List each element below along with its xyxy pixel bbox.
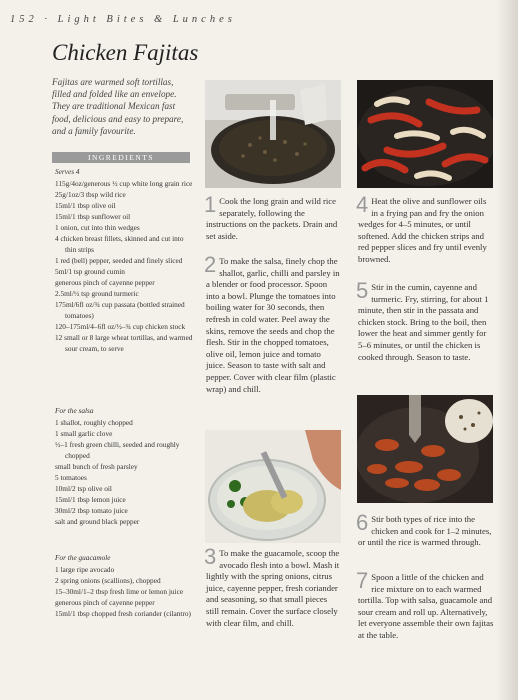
recipe-title: Chicken Fajitas bbox=[52, 40, 199, 65]
ingredient-item: generous pinch of cayenne pepper bbox=[55, 278, 155, 287]
ingredient-item: 5 tomatoes bbox=[55, 473, 87, 482]
ingredient-item: small bunch of fresh parsley bbox=[55, 462, 138, 471]
photo-chicken-and-rice bbox=[357, 395, 493, 503]
step-text: Stir in the cumin, cayenne and turmeric. Fry, stirring, for about 1 minute, then stir in the passata and chicken stock. Bring to the boil, then lower the heat and simmer gently for 5–6 minutes, or until the chicken is cooked through. Season to taste. bbox=[358, 282, 489, 362]
ingredient-item: 15ml/1 tbsp sunflower oil bbox=[55, 212, 131, 221]
step-6 bbox=[356, 510, 494, 549]
ingredient-item: 15–30ml/1–2 tbsp fresh lime or lemon juice bbox=[55, 587, 184, 596]
photo-mashing-avocado bbox=[205, 430, 341, 543]
step-2 bbox=[204, 252, 342, 395]
ingredient-item: 120–175ml/4–6fl oz/½–¾ cup chicken stock bbox=[55, 322, 186, 331]
ingredient-item: 1 onion, cut into thin wedges bbox=[55, 223, 140, 232]
ingredient-item: 2 spring onions (scallions), chopped bbox=[55, 576, 161, 585]
ingredient-item: 1 red (bell) pepper, seeded and finely sliced bbox=[55, 256, 183, 265]
recipe-intro: Fajitas are warmed soft tortillas, filled and folded like an envelope. They are traditional Mexican fast food, delicious and easy to prepare, and a family favourite. bbox=[52, 77, 184, 136]
ingredient-item: 15ml/1 tbsp chopped fresh coriander (cilantro) bbox=[55, 609, 191, 618]
ingredient-item: 1 large ripe avocado bbox=[55, 565, 115, 574]
ingredient-item: 1 shallot, roughly chopped bbox=[55, 418, 133, 427]
ingredient-item: 10ml/2 tsp olive oil bbox=[55, 484, 112, 493]
ingredient-item: 15ml/1 tbsp olive oil bbox=[55, 201, 116, 210]
ingredient-item: 12 small or 8 large wheat tortillas, and warmed sour cream, to serve bbox=[55, 333, 193, 353]
photo-frying-peppers bbox=[357, 80, 493, 188]
step-number: 7 bbox=[356, 568, 369, 593]
step-text: Spoon a little of the chicken and rice mixture on to each warmed tortilla. Top with salsa, guacamole and sour cream and roll up. Alternatively, let everyone assemble their own fajitas at the table. bbox=[358, 572, 494, 640]
step-number: 5 bbox=[356, 278, 369, 303]
step-text: Heat the olive and sunflower oils in a frying pan and fry the onion wedges for 4–5 minutes, or until softened. Add the chicken strips and red pepper slices and fry until evenly browned. bbox=[358, 196, 487, 264]
guacamole-heading: For the guacamole bbox=[55, 553, 111, 562]
page-header: 152 · Light Bites & Lunches bbox=[10, 14, 236, 25]
servings-label: Serves 4 bbox=[55, 167, 80, 176]
ingredient-item: 15ml/1 tbsp lemon juice bbox=[55, 495, 126, 504]
ingredient-item: 30ml/2 tbsp tomato juice bbox=[55, 506, 128, 515]
ingredient-item: 25g/1oz/3 tbsp wild rice bbox=[55, 190, 126, 199]
ingredient-item: 175ml/6fl oz/¾ cup passata (bottled strained tomatoes) bbox=[55, 300, 185, 320]
ingredient-item: 4 chicken breast fillets, skinned and cut into thin strips bbox=[55, 234, 184, 254]
step-number: 3 bbox=[204, 544, 217, 569]
step-1 bbox=[204, 192, 342, 242]
ingredient-item: 1 small garlic clove bbox=[55, 429, 113, 438]
step-number: 2 bbox=[204, 252, 217, 277]
ingredient-item: 5ml/1 tsp ground cumin bbox=[55, 267, 125, 276]
page-gutter-shadow bbox=[496, 0, 518, 700]
ingredients-heading: INGREDIENTS bbox=[52, 152, 190, 163]
ingredient-item: 115g/4oz/generous ½ cup white long grain rice bbox=[55, 179, 193, 188]
step-text: Cook the long grain and wild rice separately, following the instructions on the packets. Drain and set aside. bbox=[206, 196, 338, 241]
ingredient-item: 2.5ml/½ tsp ground turmeric bbox=[55, 289, 139, 298]
ingredients-main bbox=[55, 166, 195, 354]
step-number: 1 bbox=[204, 192, 217, 217]
ingredients-guacamole bbox=[55, 552, 195, 619]
ingredient-item: ½–1 fresh green chilli, seeded and roughly chopped bbox=[55, 440, 180, 460]
ingredient-item: generous pinch of cayenne pepper bbox=[55, 598, 155, 607]
step-4 bbox=[356, 192, 494, 266]
step-number: 4 bbox=[356, 192, 369, 217]
ingredients-salsa bbox=[55, 405, 195, 527]
step-text: To make the guacamole, scoop the avocado flesh into a bowl. Mash it lightly with the spring onions, citrus juice, cayenne pepper, fresh coriander and seasoning, so that small pieces still remain. Cover the surface closely with clear film, and chill. bbox=[206, 548, 340, 628]
salsa-heading: For the salsa bbox=[55, 406, 94, 415]
photo-draining-rice bbox=[205, 80, 341, 188]
step-text: To make the salsa, finely chop the shallot, garlic, chilli and parsley in a blender or food processor. Spoon into a bowl. Plunge the tomatoes into boiling water for 30 seconds, then refresh in cold water. Peel away the skins, remove the seeds and chop the flesh. Stir in the chopped tomatoes, olive oil, lemon juice and tomato juice. Season to taste with salt and pepper. Cover with clear film (plastic wrap) and chill. bbox=[206, 256, 340, 394]
ingredient-item: salt and ground black pepper bbox=[55, 517, 140, 526]
step-7 bbox=[356, 568, 494, 642]
step-text: Stir both types of rice into the chicken and cook for 1–2 minutes, or until the rice is warmed through. bbox=[358, 514, 492, 548]
step-number: 6 bbox=[356, 510, 369, 535]
step-3 bbox=[204, 544, 342, 629]
step-5 bbox=[356, 278, 494, 363]
